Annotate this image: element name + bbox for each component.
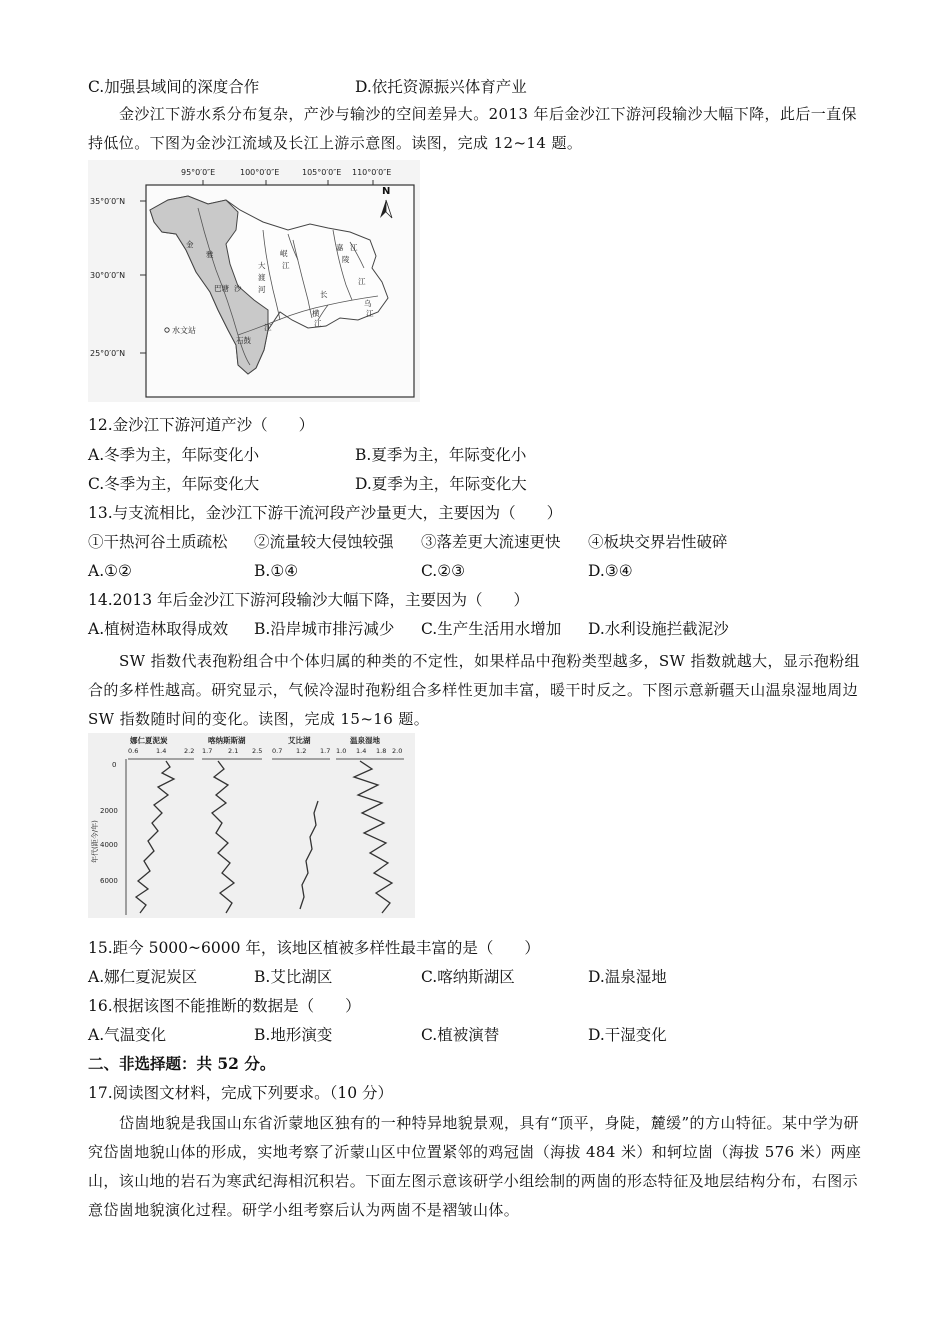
place-label: 长 [320, 290, 328, 299]
place-label: 巴塘 [214, 284, 229, 293]
q13-item-1: ①干热河谷土质疏松 [88, 533, 228, 551]
place-label: 河 [258, 285, 266, 294]
q12-option-b: B.夏季为主，年际变化小 [355, 446, 527, 464]
q14-option-c: C.生产生活用水增加 [421, 620, 562, 638]
jinsha-river-map [88, 160, 420, 402]
tick-wq-2: 1.8 [376, 747, 387, 755]
panel-title-aibi: 艾比湖 [288, 736, 311, 745]
q13-option-c: C.②③ [421, 562, 466, 580]
q13-stem: 13.与支流相比，金沙江下游干流河段产沙量更大，主要因为（ ） [88, 504, 563, 522]
lon-label-95: 95°0′0″E [181, 168, 216, 177]
q16-option-b: B.地形演变 [254, 1026, 333, 1044]
place-label: 江 [314, 319, 322, 328]
panel-title-naren: 娜仁夏泥炭 [130, 736, 168, 745]
ytick-4000: 4000 [100, 841, 118, 849]
place-label: 陵 [342, 255, 350, 264]
lat-label-35: 35°0′0″N [90, 197, 126, 206]
tick-aibi-0: 0.7 [272, 747, 283, 755]
tick-aibi-1: 1.2 [296, 747, 307, 755]
tick-naren-1: 1.4 [156, 747, 167, 755]
lon-label-110: 110°0′0″E [352, 168, 392, 177]
lat-label-30: 30°0′0″N [90, 271, 126, 280]
q15-option-a: A.娜仁夏泥炭区 [88, 968, 198, 986]
q13-option-b: B.①④ [254, 562, 299, 580]
q12-stem: 12.金沙江下游河道产沙（ ） [88, 416, 315, 434]
place-label: 横 [312, 309, 320, 318]
q15-option-b: B.艾比湖区 [254, 968, 333, 986]
place-label: 江 [282, 261, 290, 270]
q13-item-3: ③落差更大流速更快 [421, 533, 561, 551]
q11-option-c: C.加强县域间的深度合作 [88, 78, 260, 96]
q12-option-d: D.夏季为主，年际变化大 [355, 475, 527, 493]
q17-material: 岱崮地貌是我国山东省沂蒙地区独有的一种特异地貌景观，具有“顶平，身陡，麓缓”的方山特征。某中学为研究岱崮地貌山体的形成，实地考察了沂蒙山区中位置紧邻的鸡冠崮（海拔 484 米）和轲垃崮（海拔 576 米）两座山，该山地的岩石为寒武纪海相沉积岩。下面左图示意该研学小组绘制的两崮的形态特征及地层结构分布，右图示意岱崮地貌演化过程。研学小组考察后认为两崮不是褶皱山体。 [88, 1114, 862, 1219]
tick-naren-2: 2.2 [184, 747, 195, 755]
place-label: 嘉 [336, 243, 344, 252]
q16-option-d: D.干湿变化 [588, 1026, 667, 1044]
place-label: 江 [264, 323, 272, 332]
intro-paragraph-15-16: SW 指数代表孢粉组合中个体归属的种类的不定性，如果样品中孢粉类型越多，SW 指数就越大，显示孢粉组合的多样性越高。研究显示，气候冷湿时孢粉组合多样性更加丰富，暖干时反之。下图示意新疆天山温泉湿地周边 SW 指数随时间的变化。读图，完成 15~16 题。 [88, 652, 860, 728]
sw-index-chart [88, 733, 415, 918]
ytick-0: 0 [112, 761, 117, 769]
legend-hydro-station: 水文站 [172, 326, 196, 335]
place-label: 岷 [280, 249, 288, 258]
tick-wq-0: 1.0 [336, 747, 347, 755]
tick-kanas-0: 1.7 [202, 747, 213, 755]
place-label: 江 [350, 243, 358, 252]
lon-label-105: 105°0′0″E [302, 168, 342, 177]
intro-paragraph-12-14: 金沙江下游水系分布复杂，产沙与输沙的空间差异大。2013 年后金沙江下游河段输沙大幅下降，此后一直保持低位。下图为金沙江流域及长江上游示意图。读图，完成 12~14 题。 [88, 105, 857, 152]
place-label: 江 [366, 309, 374, 318]
q16-option-c: C.植被演替 [421, 1026, 500, 1044]
q13-item-4: ④板块交界岩性破碎 [588, 533, 728, 551]
lon-label-100: 100°0′0″E [240, 168, 280, 177]
q12-option-a: A.冬季为主，年际变化小 [88, 446, 260, 464]
q13-item-2: ②流量较大侵蚀较强 [254, 533, 394, 551]
q14-option-d: D.水利设施拦截泥沙 [588, 620, 729, 638]
north-label: N [382, 186, 391, 197]
q14-option-a: A.植树造林取得成效 [88, 620, 229, 638]
q13-option-a: A.①② [88, 562, 132, 580]
panel-title-wenquan: 温泉湿地 [350, 736, 380, 745]
q15-option-d: D.温泉湿地 [588, 968, 667, 986]
panel-title-kanas: 喀纳斯斯湖 [208, 736, 246, 745]
q14-stem: 14.2013 年后金沙江下游河段输沙大幅下降，主要因为（ ） [88, 591, 530, 609]
place-label: 石鼓 [236, 336, 251, 345]
q15-stem: 15.距今 5000~6000 年，该地区植被多样性最丰富的是（ ） [88, 939, 540, 957]
place-label: 江 [358, 277, 366, 286]
q15-option-c: C.喀纳斯湖区 [421, 968, 515, 986]
place-label: 大 [258, 261, 266, 270]
place-label: 雅 [206, 250, 214, 259]
y-axis-label: 年代(距今/年) [91, 820, 99, 863]
tick-kanas-1: 2.1 [228, 747, 239, 755]
place-label: 沙 [234, 284, 242, 293]
tick-aibi-2: 1.7 [320, 747, 331, 755]
q12-option-c: C.冬季为主，年际变化大 [88, 475, 260, 493]
q17-stem: 17.阅读图文材料，完成下列要求。（10 分） [88, 1084, 394, 1102]
ytick-6000: 6000 [100, 877, 118, 885]
tick-kanas-2: 2.5 [252, 747, 263, 755]
tick-wq-3: 2.0 [392, 747, 403, 755]
q11-option-d: D.依托资源振兴体育产业 [355, 78, 527, 96]
q13-option-d: D.③④ [588, 562, 633, 580]
ytick-2000: 2000 [100, 807, 118, 815]
q16-option-a: A.气温变化 [88, 1026, 167, 1044]
lat-label-25: 25°0′0″N [90, 349, 126, 358]
place-label: 金 [186, 240, 194, 249]
tick-naren-0: 0.6 [128, 747, 139, 755]
place-label: 乌 [364, 299, 372, 308]
q14-option-b: B.沿岸城市排污减少 [254, 620, 395, 638]
section-2-heading: 二、非选择题：共 52 分。 [88, 1054, 276, 1073]
q16-stem: 16.根据该图不能推断的数据是（ ） [88, 997, 361, 1015]
tick-wq-1: 1.4 [356, 747, 367, 755]
place-label: 渡 [258, 273, 266, 282]
